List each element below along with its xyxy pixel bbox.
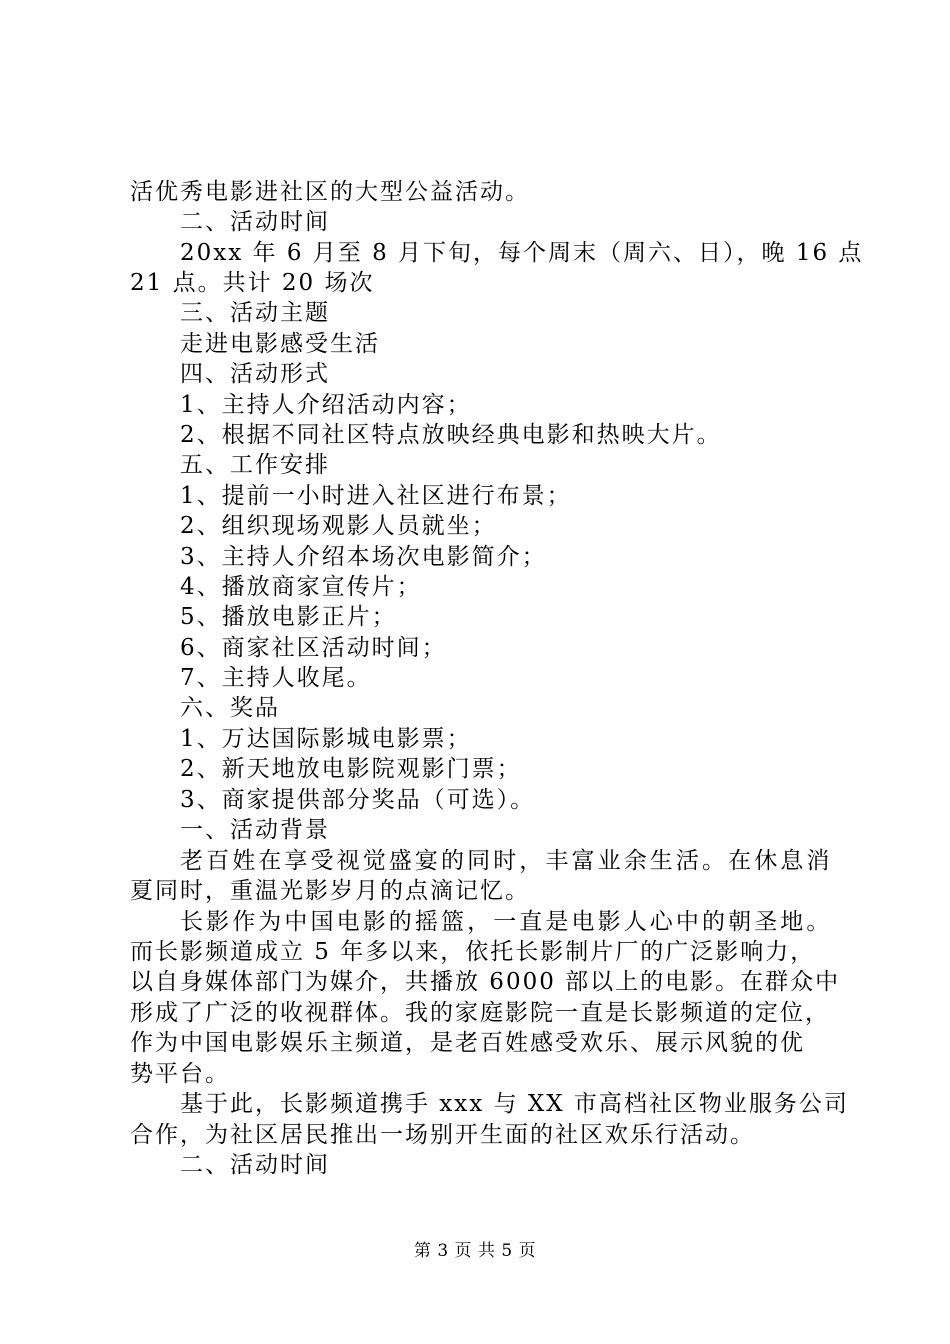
section-heading: 五、工作安排 (180, 452, 330, 478)
paragraph-line: 活优秀电影进社区的大型公益活动。 (130, 179, 530, 205)
paragraph-line: 长影作为中国电影的摇篮，一直是电影人心中的朝圣地。 (180, 909, 833, 935)
section-heading: 二、活动时间 (180, 209, 330, 235)
list-item: 3、主持人介绍本场次电影简介； (180, 544, 547, 570)
list-item: 3、商家提供部分奖品（可选）。 (180, 787, 536, 813)
list-item: 6、商家社区活动时间； (180, 635, 447, 661)
paragraph-line: 以自身媒体部门为媒介，共播放 6000 部以上的电影。在群众中 (130, 969, 841, 995)
page-number-label: 第 3 页 共 5 页 (413, 1241, 537, 1261)
section-heading: 四、活动形式 (180, 361, 330, 387)
paragraph-line: 合作，为社区居民推出一场别开生面的社区欢乐行活动。 (130, 1122, 755, 1148)
list-item: 1、主持人介绍活动内容； (180, 392, 472, 418)
paragraph-line: 作为中国电影娱乐主频道，是老百姓感受欢乐、展示风貌的优 (130, 1030, 805, 1056)
paragraph-line: 夏同时，重温光影岁月的点滴记忆。 (130, 878, 530, 904)
list-item: 1、提前一小时进入社区进行布景； (180, 483, 572, 509)
list-item: 4、播放商家宣传片； (180, 574, 422, 600)
list-item: 7、主持人收尾。 (180, 665, 372, 691)
section-heading: 三、活动主题 (180, 300, 330, 326)
paragraph-line: 走进电影感受生活 (180, 331, 380, 357)
section-heading: 二、活动时间 (180, 1152, 330, 1178)
paragraph-line: 形成了广泛的收视群体。我的家庭影院一直是长影频道的定位， (130, 1000, 830, 1026)
list-item: 1、万达国际影城电影票； (180, 726, 472, 752)
list-item: 2、新天地放电影院观影门票； (180, 756, 522, 782)
list-item: 2、组织现场观影人员就坐； (180, 513, 497, 539)
list-item: 5、播放电影正片； (180, 604, 397, 630)
paragraph-line: 老百姓在享受视觉盛宴的同时，丰富业余生活。在休息消 (180, 848, 833, 874)
section-heading: 一、活动背景 (180, 817, 330, 843)
paragraph-line: 而长影频道成立 5 年多以来，依托长影制片厂的广泛影响力， (130, 939, 816, 965)
paragraph-line: 20xx 年 6 月至 8 月下旬，每个周末（周六、日），晚 16 点 (180, 240, 864, 266)
paragraph-line: 势平台。 (130, 1061, 230, 1087)
paragraph-line: 21 点。共计 20 场次 (130, 270, 375, 296)
page-footer (0, 1240, 950, 1262)
paragraph-line: 基于此，长影频道携手 xxx 与 XX 市高档社区物业服务公司 (180, 1091, 849, 1117)
section-heading: 六、奖品 (180, 695, 280, 721)
list-item: 2、根据不同社区特点放映经典电影和热映大片。 (180, 422, 722, 448)
